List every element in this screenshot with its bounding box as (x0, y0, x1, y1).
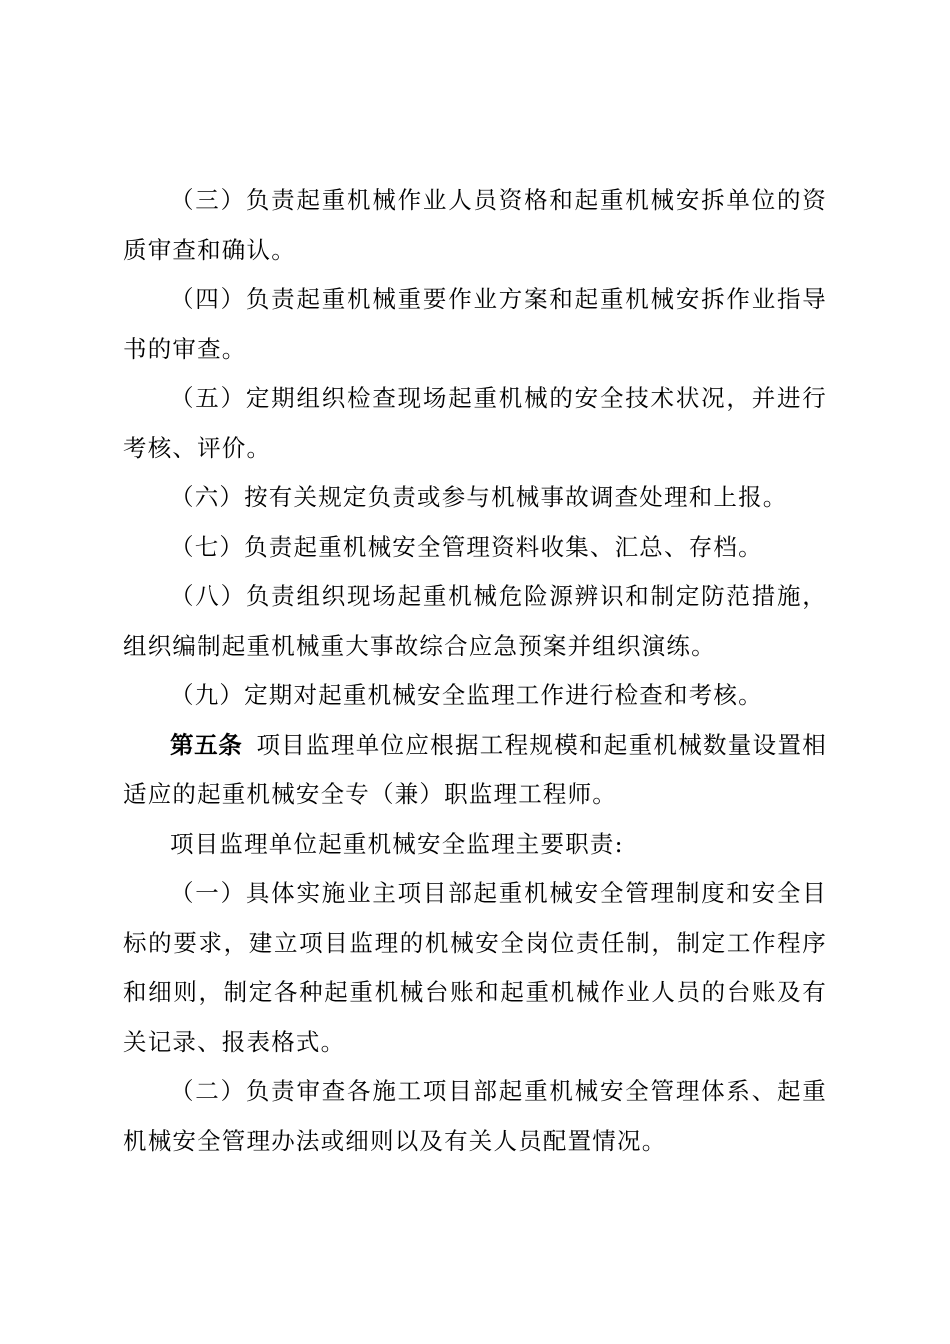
paragraph-item-7: （七）负责起重机械安全管理资料收集、汇总、存档。 (170, 532, 763, 561)
duties-intro: 项目监理单位起重机械安全监理主要职责: (170, 829, 624, 858)
paragraph-item-5: （五）定期组织检查现场起重机械的安全技术状况，并进行考核、评价。 (123, 384, 827, 462)
article-5-text: 项目监理单位应根据工程规模和起重机械数量设置相适应的起重机械安全专（兼）职监理工程师。 (123, 730, 828, 808)
article-5-paragraph (123, 721, 827, 820)
duty-item-2: （二）负责审查各施工项目部起重机械安全管理体系、起重机械安全管理办法或细则以及有关人员配置情况。 (123, 1077, 827, 1155)
duty-item-1: （一）具体实施业主项目部起重机械安全管理制度和安全目标的要求，建立项目监理的机械安全岗位责任制，制定工作程序和细则，制定各种起重机械台账和起重机械作业人员的台账及有关记录、报表格式。 (123, 879, 827, 1056)
article-5-label: 第五条 (170, 730, 243, 759)
paragraph-item-9: （九）定期对起重机械安全监理工作进行检查和考核。 (170, 681, 763, 709)
paragraph-item-4: （四）负责起重机械重要作业方案和起重机械安拆作业指导书的审查。 (123, 285, 827, 363)
document-page (123, 176, 827, 1166)
paragraph-item-6: （六）按有关规定负责或参与机械事故调查处理和上报。 (170, 483, 788, 511)
paragraph-item-3: （三）负责起重机械作业人员资格和起重机械安拆单位的资质审查和确认。 (123, 186, 827, 264)
paragraph-item-8: （八）负责组织现场起重机械危险源辨识和制定防范措施，组织编制起重机械重大事故综合应急预案并组织演练。 (123, 582, 827, 660)
